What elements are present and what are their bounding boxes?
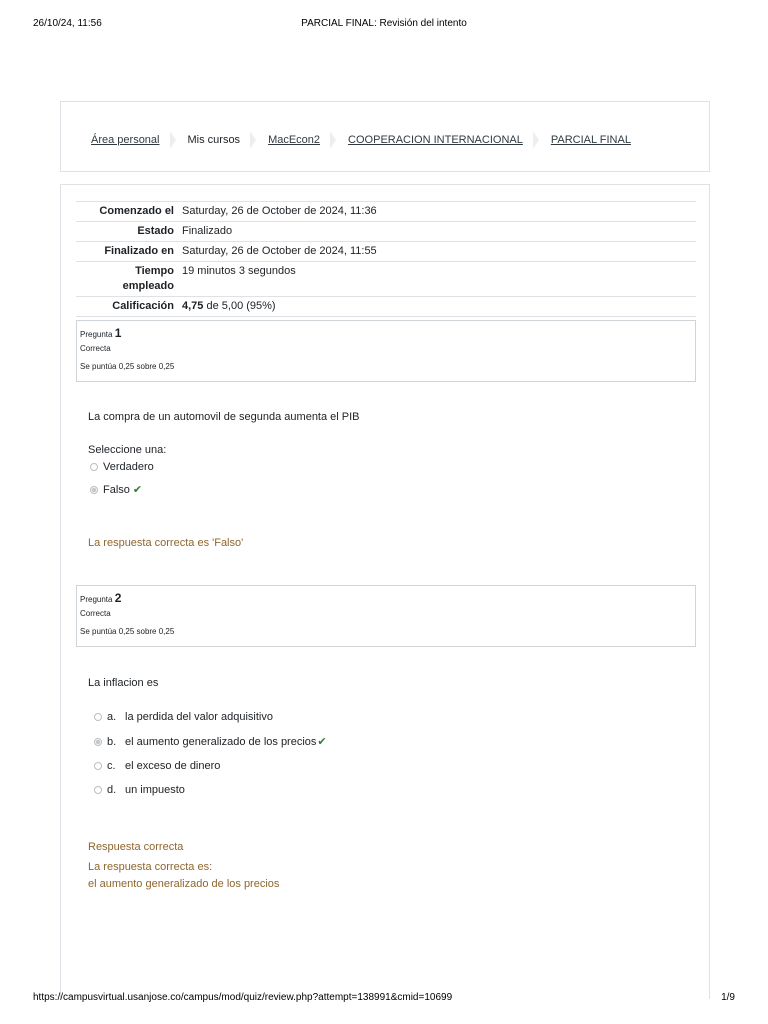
radio-checked-icon[interactable]: [90, 486, 98, 494]
breadcrumb-separator-icon: [533, 131, 539, 149]
summary-row-grade: [76, 297, 696, 317]
summary-row-started: [76, 202, 696, 222]
state-label: Estado: [76, 222, 178, 242]
finished-value: Saturday, 26 de October de 2024, 11:55: [178, 242, 696, 262]
question-1-right-answer: La respuesta correcta es 'Falso': [88, 537, 244, 549]
question-1-prompt: Seleccione una:: [88, 444, 167, 456]
q2-option-label: el exceso de dinero: [125, 760, 221, 772]
finished-label: Finalizado en: [76, 242, 178, 262]
print-title: PARCIAL FINAL: Revisión del intento: [301, 18, 467, 29]
breadcrumb-area-personal[interactable]: Área personal: [91, 134, 160, 146]
question-2-right-answer-intro: La respuesta correcta es:: [88, 861, 213, 873]
question-1-state: Correcta: [80, 344, 111, 353]
option-letter: a.: [107, 711, 117, 723]
q1-option-verdadero[interactable]: [90, 461, 154, 473]
print-page-number: 1/9: [721, 992, 735, 1003]
question-1-info: [76, 320, 696, 382]
q1-option-falso[interactable]: [90, 483, 142, 496]
pregunta-label: Pregunta: [80, 595, 113, 604]
q1-option-label: Falso: [103, 483, 130, 496]
q2-option-b[interactable]: [94, 735, 327, 748]
q2-option-a[interactable]: [94, 711, 273, 723]
print-footer: [33, 992, 735, 1006]
print-url: https://campusvirtual.usanjose.co/campus/mod/quiz/review.php?attempt=138991&cmid=10699: [33, 992, 453, 1003]
question-number: 1: [114, 326, 122, 340]
question-2-info: [76, 585, 696, 647]
question-2-feedback: Respuesta correcta: [88, 841, 184, 853]
question-1-text: La compra de un automovil de segunda aumenta el PIB: [88, 411, 360, 423]
q2-option-label: el aumento generalizado de los precios: [125, 735, 317, 748]
state-value: Finalizado: [178, 222, 696, 242]
breadcrumb-separator-icon: [170, 131, 176, 149]
q2-option-label: la perdida del valor adquisitivo: [125, 711, 273, 723]
radio-unchecked-icon[interactable]: [90, 463, 98, 471]
started-value: Saturday, 26 de October de 2024, 11:36: [178, 202, 696, 222]
question-1-number: [80, 326, 695, 340]
q2-option-c[interactable]: [94, 760, 220, 772]
question-2-number: [80, 591, 695, 605]
grade-value: [178, 297, 696, 317]
question-2-text: La inflacion es: [88, 677, 159, 689]
q2-option-d[interactable]: [94, 784, 185, 796]
summary-row-state: [76, 222, 696, 242]
time-value: 19 minutos 3 segundos: [178, 262, 696, 297]
question-2-grade: Se puntúa 0,25 sobre 0,25: [80, 627, 175, 636]
breadcrumb-mis-cursos[interactable]: Mis cursos: [187, 134, 241, 146]
radio-checked-icon[interactable]: [94, 738, 102, 746]
breadcrumb-separator-icon: [250, 131, 256, 149]
checkmark-icon: ✔: [132, 484, 143, 496]
breadcrumb-parcial-final[interactable]: PARCIAL FINAL: [550, 134, 631, 146]
question-2-right-answer: el aumento generalizado de los precios: [88, 878, 280, 890]
option-letter: b.: [107, 735, 117, 748]
grade-rest: de 5,00 (95%): [206, 300, 276, 312]
breadcrumb-macecon2[interactable]: MacEcon2: [268, 134, 321, 146]
checkmark-icon: ✔: [317, 736, 327, 748]
question-2-state: Correcta: [80, 609, 111, 618]
print-header: [33, 18, 735, 32]
started-label: Comenzado el: [76, 202, 178, 222]
pregunta-label: Pregunta: [80, 330, 113, 339]
question-number: 2: [114, 591, 122, 605]
radio-unchecked-icon[interactable]: [94, 713, 102, 721]
attempt-summary-table: [76, 201, 696, 317]
summary-row-time: [76, 262, 696, 297]
question-1-grade: Se puntúa 0,25 sobre 0,25: [80, 362, 175, 371]
grade-label: Calificación: [76, 297, 178, 317]
radio-unchecked-icon[interactable]: [94, 762, 102, 770]
breadcrumb-separator-icon: [330, 131, 336, 149]
breadcrumb: [91, 131, 631, 149]
time-label-line2: empleado: [122, 280, 174, 292]
print-date: 26/10/24, 11:56: [33, 18, 102, 29]
time-label-line1: Tiempo: [135, 265, 174, 277]
grade-score: 4,75: [182, 300, 204, 312]
summary-row-finished: [76, 242, 696, 262]
radio-unchecked-icon[interactable]: [94, 786, 102, 794]
q2-option-label: un impuesto: [125, 784, 185, 796]
option-letter: c.: [107, 760, 116, 772]
q1-option-label: Verdadero: [103, 461, 154, 473]
quiz-review-region: [60, 184, 710, 999]
breadcrumb-cooperacion[interactable]: COOPERACION INTERNACIONAL: [348, 134, 523, 146]
time-label: [76, 262, 178, 297]
option-letter: d.: [107, 784, 117, 796]
breadcrumb-container: [60, 101, 710, 172]
